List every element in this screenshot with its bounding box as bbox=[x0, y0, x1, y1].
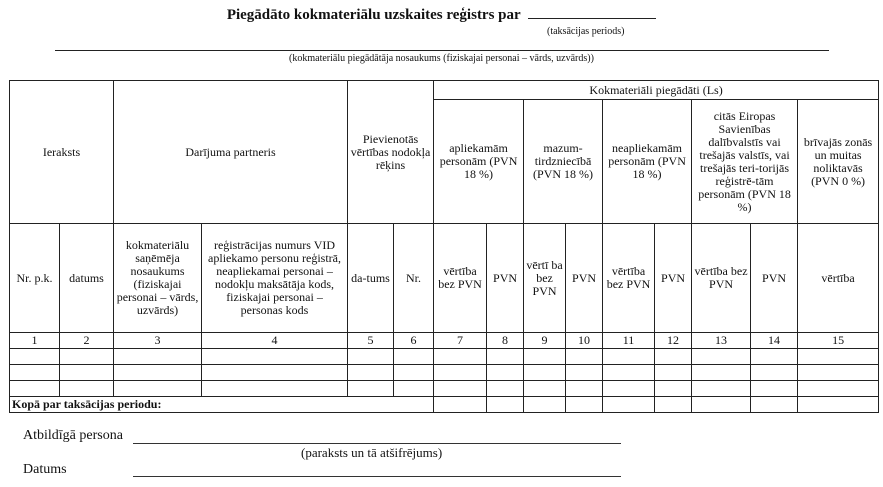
sub-freezone-header: brīvajās zonās un muitas noliktavās (PVN 0 %) bbox=[798, 100, 879, 224]
table-cell[interactable] bbox=[692, 381, 751, 397]
table-cell[interactable] bbox=[60, 349, 114, 365]
table-cell[interactable] bbox=[348, 381, 394, 397]
signature-field[interactable] bbox=[133, 443, 621, 444]
table-cell[interactable] bbox=[114, 381, 202, 397]
period-note: (taksācijas periods) bbox=[547, 26, 625, 37]
col-invoice-nr-header: Nr. bbox=[394, 224, 434, 333]
table-cell[interactable] bbox=[798, 349, 879, 365]
table-cell[interactable] bbox=[655, 365, 692, 381]
total-cell[interactable] bbox=[566, 397, 603, 413]
total-cell[interactable] bbox=[487, 397, 524, 413]
table-cell[interactable] bbox=[10, 381, 60, 397]
sub-retail-header: mazum-tirdzniecībā (PVN 18 %) bbox=[524, 100, 603, 224]
total-cell[interactable] bbox=[524, 397, 566, 413]
register-title bbox=[0, 6, 883, 24]
table-cell[interactable] bbox=[655, 349, 692, 365]
column-number: 1 bbox=[10, 333, 60, 349]
table-cell[interactable] bbox=[524, 381, 566, 397]
column-number: 9 bbox=[524, 333, 566, 349]
column-number: 7 bbox=[434, 333, 487, 349]
table-cell[interactable] bbox=[394, 349, 434, 365]
table-cell[interactable] bbox=[566, 365, 603, 381]
table-cell[interactable] bbox=[566, 381, 603, 397]
column-number: 6 bbox=[394, 333, 434, 349]
column-number: 13 bbox=[692, 333, 751, 349]
table-cell[interactable] bbox=[524, 349, 566, 365]
table-cell[interactable] bbox=[394, 365, 434, 381]
table-cell[interactable] bbox=[202, 381, 348, 397]
total-cell[interactable] bbox=[692, 397, 751, 413]
table-row bbox=[10, 365, 879, 381]
register-title-text: Piegādāto kokmateriālu uzskaites reģistrs par bbox=[226, 7, 521, 23]
col-nr-header: Nr. p.k. bbox=[10, 224, 60, 333]
column-number: 10 bbox=[566, 333, 603, 349]
column-number: 4 bbox=[202, 333, 348, 349]
table-cell[interactable] bbox=[60, 365, 114, 381]
table-cell[interactable] bbox=[10, 365, 60, 381]
column-number: 15 bbox=[798, 333, 879, 349]
table-cell[interactable] bbox=[751, 381, 798, 397]
group-delivered-header: Kokmateriāli piegādāti (Ls) bbox=[434, 81, 879, 100]
group-invoice-header: Pievienotās vērtības nodokļa rēķins bbox=[348, 81, 434, 224]
signature-note: (paraksts un tā atšifrējums) bbox=[301, 445, 443, 460]
date-label: Datums bbox=[23, 462, 67, 477]
table-cell[interactable] bbox=[10, 349, 60, 365]
table-cell[interactable] bbox=[394, 381, 434, 397]
table-cell[interactable] bbox=[566, 349, 603, 365]
table-cell[interactable] bbox=[798, 365, 879, 381]
responsible-person-label: Atbildīgā persona bbox=[23, 428, 123, 443]
table-cell[interactable] bbox=[487, 349, 524, 365]
col-freezone-value-header: vērtība bbox=[798, 224, 879, 333]
table-cell[interactable] bbox=[603, 381, 655, 397]
column-number: 12 bbox=[655, 333, 692, 349]
column-number: 5 bbox=[348, 333, 394, 349]
table-cell[interactable] bbox=[603, 349, 655, 365]
table-cell[interactable] bbox=[202, 365, 348, 381]
table-cell[interactable] bbox=[487, 365, 524, 381]
total-cell[interactable] bbox=[798, 397, 879, 413]
table-cell[interactable] bbox=[692, 365, 751, 381]
table-cell[interactable] bbox=[524, 365, 566, 381]
table-cell[interactable] bbox=[60, 381, 114, 397]
supplier-note: (kokmateriālu piegādātāja nosaukums (fiziskajai personai – vārds, uzvārds)) bbox=[289, 53, 594, 64]
column-number: 11 bbox=[603, 333, 655, 349]
table-row bbox=[10, 349, 879, 365]
column-number: 3 bbox=[114, 333, 202, 349]
col-eu-value-header: vērtība bez PVN bbox=[692, 224, 751, 333]
total-cell[interactable] bbox=[655, 397, 692, 413]
column-number: 14 bbox=[751, 333, 798, 349]
period-blank-field[interactable] bbox=[528, 6, 656, 19]
table-cell[interactable] bbox=[655, 381, 692, 397]
table-cell[interactable] bbox=[434, 349, 487, 365]
col-retail-vat-header: PVN bbox=[566, 224, 603, 333]
table-cell[interactable] bbox=[487, 381, 524, 397]
col-date-header: datums bbox=[60, 224, 114, 333]
table-cell[interactable] bbox=[434, 381, 487, 397]
col-eu-vat-header: PVN bbox=[751, 224, 798, 333]
sub-eu-header: citās Eiropas Savienības dalībvalstīs vai trešajās valstīs, vai trešajās teri-torijās reģistrē-tām personām (PVN 18 %) bbox=[692, 100, 798, 224]
total-label: Kopā par taksācijas periodu: bbox=[10, 397, 434, 413]
table-row bbox=[10, 381, 879, 397]
table-cell[interactable] bbox=[751, 349, 798, 365]
date-field[interactable] bbox=[133, 476, 621, 477]
column-number: 2 bbox=[60, 333, 114, 349]
table-cell[interactable] bbox=[348, 349, 394, 365]
total-cell[interactable] bbox=[603, 397, 655, 413]
table-cell[interactable] bbox=[348, 365, 394, 381]
group-partner-header: Darījuma partneris bbox=[114, 81, 348, 224]
total-cell[interactable] bbox=[751, 397, 798, 413]
col-retail-value-header: vērtī ba bez PVN bbox=[524, 224, 566, 333]
col-taxable-vat-header: PVN bbox=[487, 224, 524, 333]
total-row bbox=[10, 397, 879, 413]
table-cell[interactable] bbox=[202, 349, 348, 365]
table-cell[interactable] bbox=[692, 349, 751, 365]
sub-taxable-header: apliekamām personām (PVN 18 %) bbox=[434, 100, 524, 224]
table-cell[interactable] bbox=[798, 381, 879, 397]
table-cell[interactable] bbox=[434, 365, 487, 381]
table-cell[interactable] bbox=[114, 365, 202, 381]
group-entry-header: Ieraksts bbox=[10, 81, 114, 224]
column-number: 8 bbox=[487, 333, 524, 349]
total-cell[interactable] bbox=[434, 397, 487, 413]
col-nontaxable-value-header: vērtība bez PVN bbox=[603, 224, 655, 333]
table-cell[interactable] bbox=[114, 349, 202, 365]
sub-nontaxable-header: neapliekamām personām (PVN 18 %) bbox=[603, 100, 692, 224]
col-receiver-header: kokmateriālu saņēmēja nosaukums (fiziskajai personai – vārds, uzvārds) bbox=[114, 224, 202, 333]
col-nontaxable-vat-header: PVN bbox=[655, 224, 692, 333]
supplier-blank-field[interactable] bbox=[55, 50, 829, 51]
col-invoice-date-header: da-tums bbox=[348, 224, 394, 333]
col-taxable-value-header: vērtība bez PVN bbox=[434, 224, 487, 333]
col-regnum-header: reģistrācijas numurs VID apliekamo personu reģistrā, neapliekamai personai – nodokļu maksātāja kods, fiziskajai personai – personas kods bbox=[202, 224, 348, 333]
column-number-row bbox=[10, 333, 879, 349]
table-cell[interactable] bbox=[751, 365, 798, 381]
register-table bbox=[9, 80, 879, 413]
table-cell[interactable] bbox=[603, 365, 655, 381]
